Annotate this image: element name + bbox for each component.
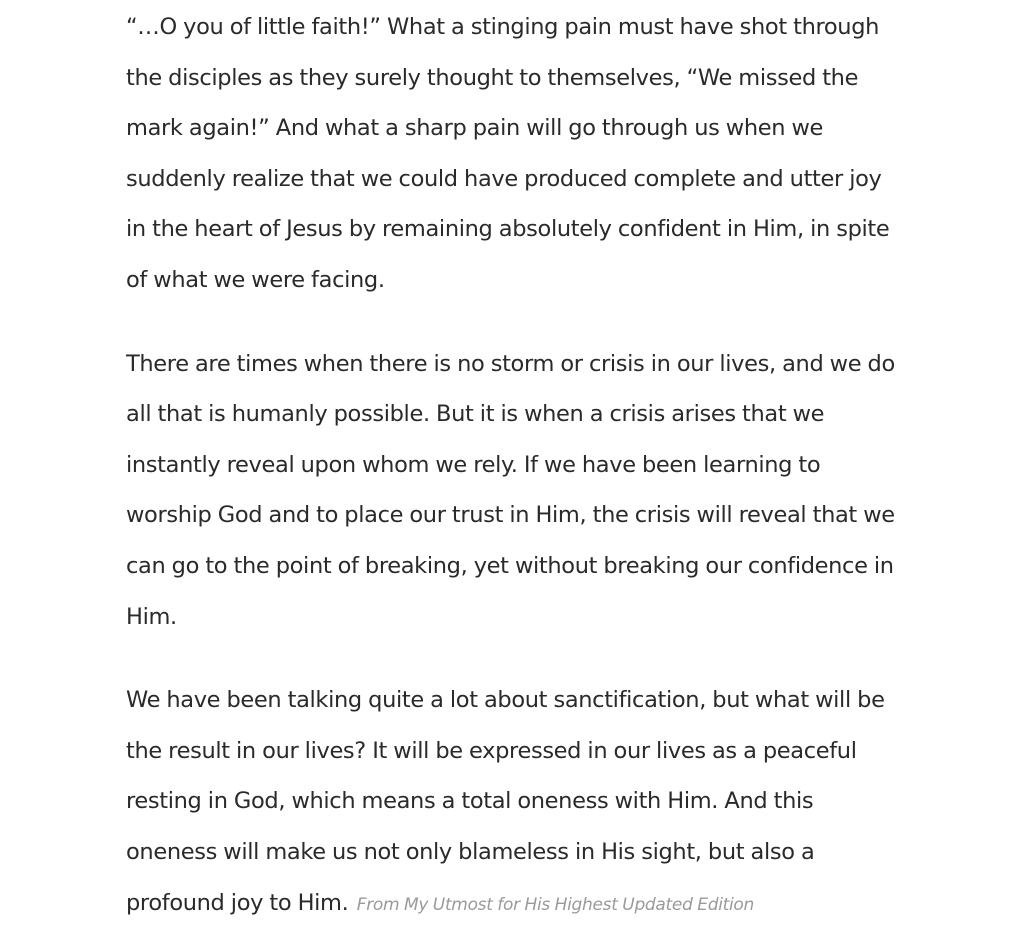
paragraph-line: We have been talking quite a lot about sanctification, but what will be bbox=[126, 687, 885, 714]
paragraph-line: the result in our lives? It will be expressed in our lives as a peaceful bbox=[126, 737, 857, 764]
paragraph-line: mark again!” And what a sharp pain will go through us when we bbox=[126, 115, 823, 142]
paragraph-line: of what we were facing. bbox=[126, 266, 385, 293]
paragraph-1 bbox=[126, 2, 916, 306]
paragraph-line: suddenly realize that we could have produced complete and utter joy bbox=[126, 165, 882, 192]
paragraph-line: resting in God, which means a total oneness with Him. And this bbox=[126, 788, 814, 815]
paragraph-line: “…O you of little faith!” What a stinging pain must have shot through bbox=[126, 14, 880, 40]
paragraph-last-line bbox=[126, 878, 916, 931]
paragraph-line: can go to the point of breaking, yet without breaking our confidence in bbox=[126, 552, 894, 579]
paragraph-line: instantly reveal upon whom we rely. If we have been learning to bbox=[126, 451, 821, 478]
paragraph-line: worship God and to place our trust in Him, the crisis will reveal that we bbox=[126, 502, 895, 529]
paragraph-line-text: profound joy to Him. bbox=[126, 889, 349, 916]
paragraph-line: the disciples as they surely thought to themselves, “We missed the bbox=[126, 64, 859, 91]
paragraph-3 bbox=[126, 675, 916, 930]
source-attribution: From My Utmost for His Highest Updated Edition bbox=[356, 894, 754, 915]
paragraph-line: oneness will make us not only blameless in His sight, but also a bbox=[126, 838, 815, 865]
paragraph-line: Him. bbox=[126, 603, 177, 630]
devotional-article bbox=[126, 2, 916, 930]
paragraph-2 bbox=[126, 339, 916, 643]
paragraph-line: in the heart of Jesus by remaining absolutely confident in Him, in spite bbox=[126, 216, 890, 243]
paragraph-line: all that is humanly possible. But it is when a crisis arises that we bbox=[126, 401, 825, 428]
paragraph-line: There are times when there is no storm or crisis in our lives, and we do bbox=[126, 350, 895, 377]
